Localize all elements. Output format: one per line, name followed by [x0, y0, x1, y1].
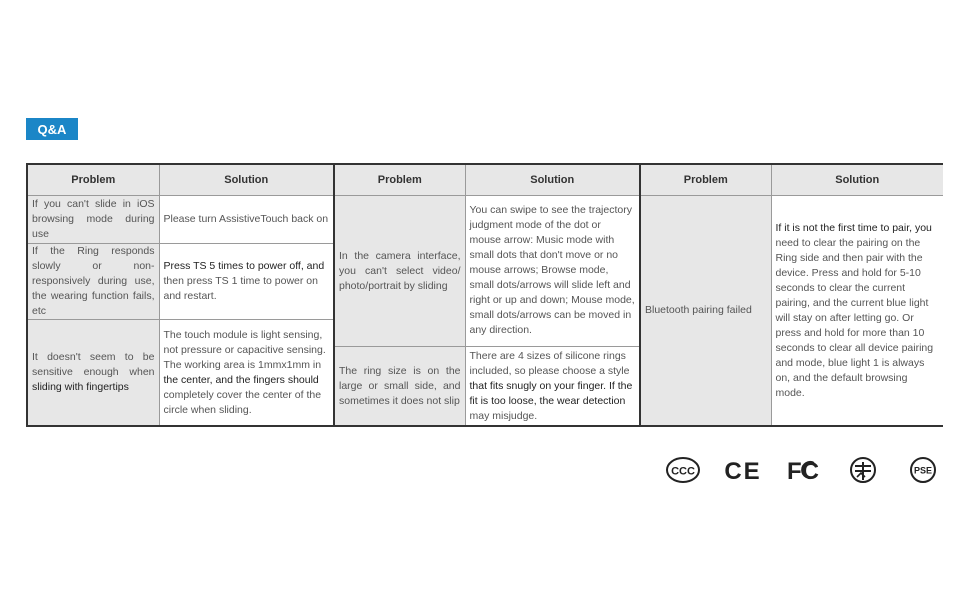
qa-table-1 [28, 165, 333, 425]
solution-cell [465, 347, 639, 426]
qa-tables [26, 163, 943, 427]
solution-text: then press TS 1 time to power on and restart. [163, 275, 318, 302]
pse-mark-text: PSE [913, 465, 933, 476]
solution-text: The touch module is light sensing, not pressure or capacitive sensing. The working area is 1mmx1mm in [163, 328, 326, 371]
certification-marks [664, 454, 942, 486]
table-header-row [28, 165, 333, 196]
qa-table-3 [639, 165, 943, 425]
solution-cell [159, 320, 333, 426]
problem-header: Problem [28, 165, 159, 196]
problem-text-emphasis: sliding with fingertips [32, 381, 129, 393]
problem-cell: Bluetooth pairing failed [640, 196, 771, 426]
fcc-logo-icon [784, 454, 822, 486]
pse-mark-icon [904, 454, 942, 486]
table-row [28, 196, 333, 244]
problem-header: Problem [334, 165, 465, 196]
table-row [28, 320, 333, 426]
problem-cell [28, 320, 159, 426]
solution-header: Solution [771, 165, 943, 196]
table-row [28, 244, 333, 320]
ce-mark-text: CE [724, 458, 762, 485]
table-row [334, 196, 639, 347]
solution-text-emphasis: that fits snugly on your finger. If the fit is too loose, the wear detection [469, 379, 633, 407]
problem-cell: If the Ring responds slowly or non-responsively during use, the wearing function fails, etc [28, 244, 159, 320]
solution-header: Solution [465, 165, 639, 196]
solution-text-tail: may misjudge. [469, 409, 538, 422]
solution-text-emphasis: the center, and the fingers should [163, 373, 319, 386]
problem-cell: In the camera interface, you can't select video/ photo/portrait by sliding [334, 196, 465, 347]
ce-mark-icon [724, 454, 762, 486]
solution-cell [159, 244, 333, 320]
solution-cell: Please turn AssistiveTouch back on [159, 196, 333, 244]
problem-header: Problem [640, 165, 771, 196]
problem-cell: The ring size is on the large or small side, and sometimes it does not slip [334, 347, 465, 426]
solution-text-tail: completely cover the center of the circle when sliding. [163, 388, 322, 416]
solution-cell: You can swipe to see the trajectory judgment mode of the dot or mouse arrow: Music mode with small dots that don't move or no mouse arrows; Browse mode, small dots/arrows will slide left and right or up and down; Mouse mode, small dots/arrows can be moved in any direction. [465, 196, 639, 347]
solution-header: Solution [159, 165, 333, 196]
ccc-certification-icon [664, 454, 702, 486]
solution-text: need to clear the pairing on the Ring side and then pair with the device. Press and hold for 5-10 seconds to clear the current pairing, and the current blue light will stay on after letting go. Or press and hold for more than 10 seconds to clear all device pairing and mode, blue light 1 is always on, and the default browsing mode. [775, 236, 934, 399]
table-header-row [640, 165, 943, 196]
solution-text-emphasis: If it is not the first time to pair, you [775, 221, 932, 234]
problem-text: It doesn't seem to be sensitive enough when [32, 351, 155, 378]
solution-text: There are 4 sizes of silicone rings included, so please choose a style [469, 349, 630, 377]
qa-table-2 [333, 165, 639, 425]
telec-mark-icon [844, 454, 882, 486]
solution-cell [771, 196, 943, 426]
qa-badge: Q&A [26, 118, 78, 140]
ccc-mark-text: CCC [671, 465, 695, 478]
table-row [334, 347, 639, 426]
solution-text-emphasis: Press TS 5 times to power off, and [163, 260, 325, 272]
table-header-row [334, 165, 639, 196]
table-row [640, 196, 943, 426]
problem-cell: If you can't slide in iOS browsing mode during use [28, 196, 159, 244]
fcc-mark-text: FC [787, 458, 819, 485]
